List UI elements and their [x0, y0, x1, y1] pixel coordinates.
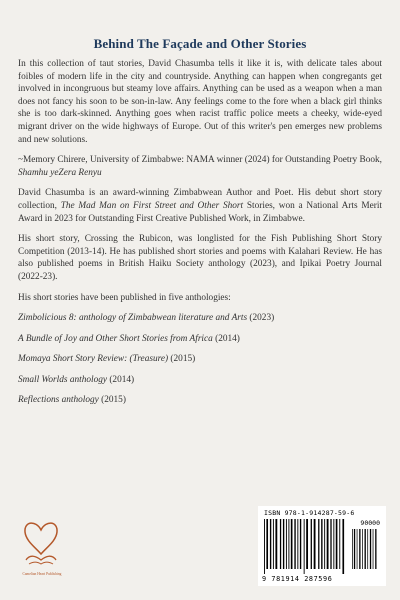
anthology-title: Zimbolicious 8: anthology of Zimbabwean literature and Arts	[18, 313, 248, 324]
cover-text	[18, 58, 382, 415]
endorsement-text: ~Memory Chirere, University of Zimbabwe: NAMA winner (2024) for Outstanding Poetry Book,	[18, 155, 382, 166]
price-addon-number: 90000	[360, 519, 380, 527]
barcode-bar	[291, 519, 293, 569]
anthology-year: (2015)	[98, 395, 126, 406]
barcode-bar	[359, 529, 360, 569]
barcode-bar	[352, 529, 353, 569]
barcode-bar	[362, 529, 363, 569]
barcode-bar	[333, 519, 334, 569]
barcode-bar	[314, 519, 316, 569]
publisher-name: Camelian Heart Publishing	[22, 572, 62, 576]
ean-barcode	[264, 519, 348, 575]
barcode-bar	[357, 529, 358, 569]
anthology-title: Small Worlds anthology	[18, 374, 108, 385]
barcode-bar	[324, 519, 325, 569]
barcode-bar	[280, 519, 281, 569]
heart-hands-logo-icon	[18, 514, 64, 572]
barcode-bar	[330, 519, 331, 569]
barcode-bar	[318, 519, 319, 569]
barcode-bar	[297, 519, 298, 569]
addon-barcode	[352, 529, 380, 571]
anthology-title: Reflections anthology	[18, 395, 99, 406]
barcode-bar	[275, 519, 277, 569]
barcode-bar	[321, 519, 322, 569]
barcode-bar	[365, 529, 366, 569]
barcode-bar	[339, 519, 340, 569]
endorsement	[18, 154, 382, 179]
book-title: Behind The Façade and Other Stories	[93, 36, 307, 51]
anthology-title: A Bundle of Joy and Other Short Stories from Africa	[18, 333, 213, 344]
barcode-bar	[375, 529, 376, 569]
anthology-item	[18, 394, 382, 407]
endorsement-book: Shamhu yeZera Renyu	[18, 167, 102, 178]
barcode-bar	[266, 519, 268, 569]
barcode-bar	[294, 519, 295, 569]
barcode-bar	[304, 519, 305, 574]
author-bio	[18, 187, 382, 225]
bio-book-title: The Mad Man on First Street and Other Short	[60, 200, 244, 211]
anthology-year: (2023)	[247, 313, 275, 324]
barcode-bar	[283, 519, 284, 569]
barcode-bar	[273, 519, 274, 569]
anthologies-intro: His short stories have been published in five anthologies:	[18, 292, 231, 303]
anthology-item	[18, 353, 382, 366]
barcode-bar	[367, 529, 368, 569]
anthology-year: (2015)	[168, 354, 196, 365]
bio-text-1: David Chasumba is an award-winning Zimbabwean Author and Poet. His debut short story collection,	[18, 188, 382, 211]
barcode-bar	[264, 519, 265, 574]
barcode-bar	[288, 519, 289, 569]
anthology-year: (2014)	[107, 374, 135, 385]
barcode-bar	[370, 529, 371, 569]
anthology-item	[18, 333, 382, 346]
ean-number: 9 781914 287596	[262, 575, 333, 583]
barcode-bar	[300, 519, 301, 569]
barcode-bar	[306, 519, 308, 569]
barcode-bar	[286, 519, 287, 569]
anthology-item	[18, 312, 382, 325]
barcode-bar	[373, 529, 374, 569]
blurb: In this collection of taut stories, David Chasumba tells it like it is, with delicate tales about foibles of modern life in the city and countryside. Anything can happen when congregants get involved in incongruous but steamy love affairs. Anything can be used as a weapon when a man does not fancy his soon to be son-in-law. Any feelings come to the fore when a black girl thinks she is too dark-skinned. Anything goes when racist traffic police meets a cheeky, wide-eyed migrant driver on the wide highways of Europe. Out of this writer's pen emerges new problems and new solutions.	[18, 59, 382, 145]
anthology-year: (2014)	[212, 333, 240, 344]
anthology-item	[18, 374, 382, 387]
bio-text-2: Stories, won a National Arts Merit Award in 2023 for Outstanding First Creative Published Work, in Zimbabwe.	[18, 200, 382, 224]
barcode-bar	[311, 519, 312, 569]
isbn-label: ISBN 978-1-914287-59-6	[264, 509, 355, 517]
barcode-bar	[342, 519, 344, 574]
anthology-title: Momaya Short Story Review: (Treasure)	[18, 354, 169, 365]
barcode-bar	[354, 529, 355, 569]
author-credits: His short story, Crossing the Rubicon, was longlisted for the Fish Publishing Short Story Competition (2013-14). He has published short stories and poems with Kalahari Review. He has also published poems in British Haiku Society anthology (2023), and Ipikai Poetry Journal (2022-23).	[18, 234, 382, 282]
barcode-bar	[327, 519, 329, 569]
barcode-panel	[258, 506, 386, 586]
barcode-bar	[270, 519, 271, 569]
barcode-bar	[336, 519, 338, 569]
